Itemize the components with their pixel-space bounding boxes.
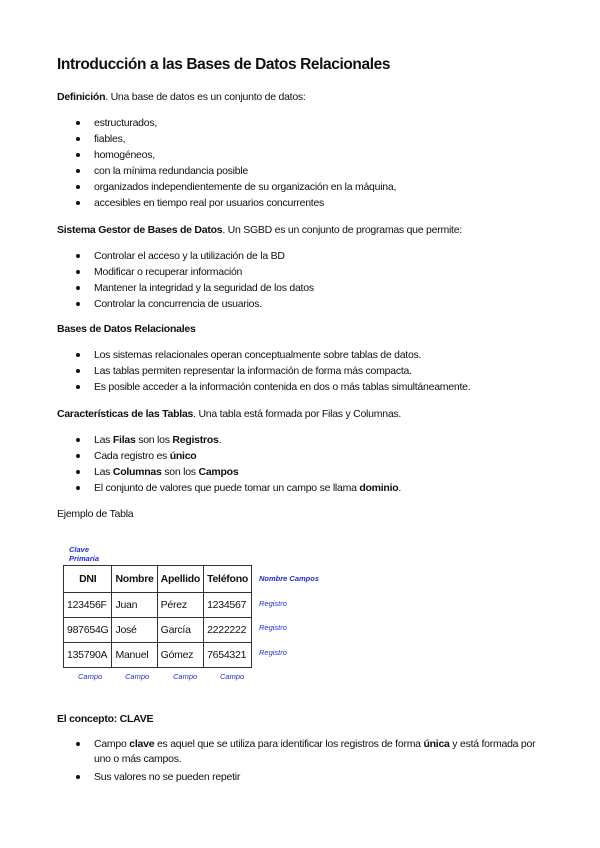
list-item: Los sistemas relacionales operan conceptualmente sobre tablas de datos.	[57, 347, 470, 363]
list-item: Modificar o recuperar información	[57, 264, 314, 280]
caracteristicas-paragraph	[57, 408, 401, 420]
text-span: Las	[94, 466, 113, 478]
page-title: Introducción a las Bases de Datos Relacionales	[57, 56, 391, 73]
table-cell: 135790A	[64, 643, 112, 668]
list-item: Controlar la concurrencia de usuarios.	[57, 296, 314, 312]
list-item: Las tablas permiten representar la información de forma más compacta.	[57, 363, 470, 379]
bold-span: Filas	[112, 434, 136, 446]
relacionales-heading-text: Bases de Datos Relacionales	[57, 323, 196, 335]
sgbd-paragraph	[57, 224, 462, 236]
bold-span: Columnas	[112, 466, 162, 478]
text-span: .	[398, 482, 402, 494]
column-header-apellido: Apellido	[157, 566, 203, 593]
sgbd-term: Sistema Gestor de Bases de Datos	[57, 224, 223, 236]
clave-list	[57, 737, 544, 785]
registro-label: Registro	[259, 623, 287, 632]
bold-span: Campos	[198, 466, 239, 478]
table-row	[64, 618, 252, 643]
bold-span: clave	[129, 738, 155, 750]
text-span: Las	[94, 434, 113, 446]
definicion-term: Definición	[57, 91, 106, 103]
list-item: Sus valores no se pueden repetir	[57, 769, 544, 785]
text-span: El conjunto de valores que puede tomar un campo se llama	[94, 482, 360, 494]
list-item: accesibles en tiempo real por usuarios concurrentes	[57, 195, 396, 211]
list-item: fiables,	[57, 131, 396, 147]
table-row	[64, 643, 252, 668]
campo-label: Campo	[220, 672, 245, 681]
relacionales-list	[57, 347, 470, 395]
text-span: y está formada por uno o más campos.	[94, 738, 536, 765]
table-cell: 2222222	[204, 618, 252, 643]
text-span: es aquel que se utiliza para identificar los registros de forma	[154, 738, 424, 750]
caracteristicas-text: . Una tabla está formada por Filas y Columnas.	[193, 408, 402, 420]
ejemplo-caption: Ejemplo de Tabla	[57, 508, 134, 520]
list-item	[57, 448, 401, 464]
list-item: con la mínima redundancia posible	[57, 163, 396, 179]
table-cell: José	[112, 618, 157, 643]
bold-span: dominio	[359, 482, 399, 494]
list-item: estructurados,	[57, 115, 396, 131]
bold-span: única	[423, 738, 450, 750]
registro-label: Registro	[259, 599, 287, 608]
primary-key-label	[69, 545, 99, 563]
list-item	[57, 480, 401, 496]
list-item	[57, 432, 401, 448]
definicion-list	[57, 115, 396, 211]
bold-span: único	[169, 450, 197, 462]
list-item: Mantener la integridad y la seguridad de los datos	[57, 280, 314, 296]
relacionales-heading	[57, 323, 196, 335]
table-cell: Manuel	[112, 643, 157, 668]
text-span: Cada registro es	[94, 450, 170, 462]
table-row	[64, 593, 252, 618]
nombre-campos-label: Nombre Campos	[259, 574, 320, 583]
list-item: homogéneos,	[57, 147, 396, 163]
registro-label: Registro	[259, 648, 287, 657]
example-table	[63, 565, 252, 668]
table-cell: Gómez	[157, 643, 203, 668]
sgbd-text: . Un SGBD es un conjunto de programas que permite:	[222, 224, 462, 236]
campo-label: Campo	[78, 672, 103, 681]
table-cell: 987654G	[64, 618, 112, 643]
definicion-paragraph	[57, 91, 306, 103]
list-item	[57, 737, 544, 769]
table-cell: 7654321	[204, 643, 252, 668]
table-cell: Juan	[112, 593, 157, 618]
list-item: organizados independientemente de su organización en la máquina,	[57, 179, 396, 195]
text-span: Campo	[94, 738, 130, 750]
primary-key-label-line: Clave	[69, 545, 90, 554]
table-cell: 123456F	[64, 593, 112, 618]
column-header-telefono: Teléfono	[204, 566, 252, 593]
table-cell: Pérez	[157, 593, 203, 618]
text-span: son los	[135, 434, 173, 446]
table-cell: García	[157, 618, 203, 643]
caracteristicas-list	[57, 432, 401, 496]
primary-key-label-line: Primaria	[69, 554, 100, 563]
list-item: Controlar el acceso y la utilización de la BD	[57, 248, 314, 264]
list-item	[57, 464, 401, 480]
bold-span: Registros	[172, 434, 219, 446]
column-header-dni: DNI	[64, 566, 112, 593]
definicion-text: . Una base de datos es un conjunto de datos:	[105, 91, 306, 103]
clave-heading	[57, 713, 153, 725]
campo-label: Campo	[125, 672, 150, 681]
table-header-row	[64, 566, 252, 593]
campo-label: Campo	[173, 672, 198, 681]
text-span: son los	[161, 466, 199, 478]
text-span: .	[218, 434, 222, 446]
caracteristicas-term: Características de las Tablas	[57, 408, 194, 420]
column-header-nombre: Nombre	[112, 566, 157, 593]
sgbd-list	[57, 248, 314, 312]
list-item: Es posible acceder a la información contenida en dos o más tablas simultáneamente.	[57, 379, 470, 395]
clave-heading-text: El concepto: CLAVE	[57, 713, 154, 725]
table-cell: 1234567	[204, 593, 252, 618]
